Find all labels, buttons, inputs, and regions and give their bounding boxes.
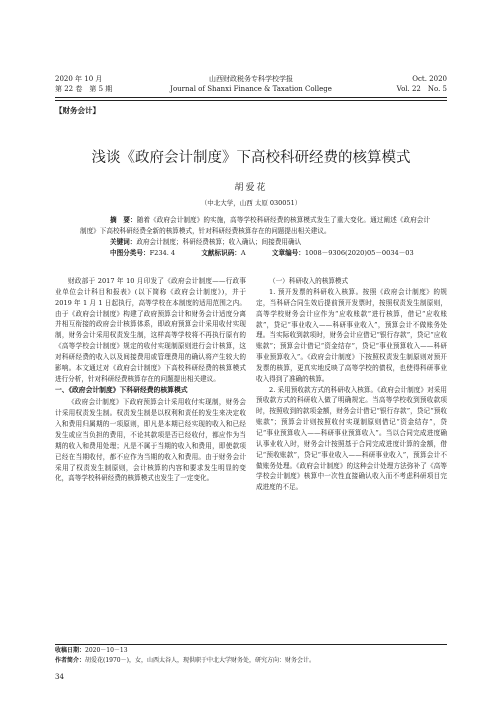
- page-title: 浅谈《政府会计制度》下高校科研经费的核算模式: [91, 150, 411, 166]
- right-paragraph-2: 2. 采用预收款方式的科研收入核算。《政府会计制度》对采用预收款方式的科研收入做了明确规定。当高等学校收到预收款项时，按照收到的款项金额，财务会计借记“银行存款”，贷记“预收账款”；预算会计则按照收付实现制原则借记“资金结存”，贷记“事业预算收入——科研事业预算收入”。当以合同完成进度确认事业收入时，财务会计按照基于合同完成进度计算的金额，借记“预收账款”，贷记“事业收入——科研事业收入”，预算会计不做账务处理。《政府会计制度》的这种会计处理方法弥补了《高等学校会计制度》核算中一次性直接确认收入而不考虑科研项目完成进度的不足。: [256, 385, 447, 492]
- abstract: [80, 215, 430, 237]
- header-volume-en: Vol. 22 No. 5: [396, 85, 447, 93]
- author-bio-value: 胡爱花(1970－)，女，山西太谷人，现供职于中北大学财务处，研究方向：财务会计。: [85, 657, 315, 664]
- keywords-label: 关键词：: [110, 238, 137, 246]
- header-rule-bottom: [55, 100, 447, 101]
- intro-paragraph: 财政部于 2017 年 10 月印发了《政府会计制度——行政事业单位会计科目和报表》(以下简称《政府会计制度》)，并于 2019 年 1 月 1 日起执行，高等学校在本制度的适用范围之内。由于《政府会计制度》构建了政府预算会计和财务会计适度分离并相互衔接的政府会计核算体系，即政府预算会计采用收付实现制，财务会计采用权责发生制，这样高等学校将不再执行原有的《高等学校会计制度》规定的收付实现制原则进行会计核算，这对科研经费的收入以及间接费用或管理费用的确认将产生较大的影响。本文通过对《政府会计制度》下高校科研经费的核算模式进行分析，针对科研经费核算存在的问题提出相关建议。: [55, 277, 246, 383]
- abstract-label: 摘 要：: [110, 216, 137, 224]
- received-label: 收稿日期：: [55, 647, 86, 654]
- doc-code-label: 文献标识码：: [201, 249, 241, 257]
- section1-heading: 一、《政府会计制度》下科研经费的核算模式: [55, 386, 188, 395]
- header-center: [150, 74, 352, 94]
- keywords: [80, 237, 430, 248]
- abstract-text: 随着《政府会计制度》的实施，高等学校科研经费的核算模式发生了重大变化。通过阐述《政府会计制度》下高校科研经费全新的核算模式，针对科研经费核算存在的问题提出相关建议。: [80, 216, 431, 235]
- header-volume: 第 22 卷 第 5 期: [55, 85, 113, 93]
- author-bio-label: 作者简介：: [55, 657, 86, 664]
- classification-line: [80, 248, 430, 259]
- footnote: [55, 646, 447, 666]
- header-right: [330, 74, 447, 94]
- article-number-value: 1008－9306(2020)05－0034－03: [304, 249, 414, 257]
- section1-paragraph: 《政府会计制度》下政府预算会计采用收付实现制，财务会计采用权责发生制。权责发生制是以权利和责任的发生来决定收入和费用归属期的一项原则，即凡是本期已经实现的收入和已经发生或应当负担的费用，不论其款项是否已经收付，都应作为当期的收入和费用处理；凡是不属于当期的收入和费用，即使款项已经在当期收付，都不应作为当期的收入和费用。由于财务会计采用了权责发生制原则，会计核算的内容和要求发生明显的变化，高等学校科研经费的核算模式也发生了一定变化。: [55, 398, 246, 483]
- page-number: 34: [55, 673, 64, 681]
- header-journal-cn: 山西财政税务专科学校学报: [209, 75, 293, 83]
- subsection1-heading: （一）科研收入的核算模式: [269, 277, 349, 285]
- footnote-rule: [55, 644, 447, 645]
- header-date: 2020 年 10 月: [55, 75, 103, 83]
- author-name: 胡爱花: [234, 183, 268, 193]
- keywords-text: 政府会计制度；科研经费核算；收入确认；间接费用确认: [136, 238, 302, 246]
- left-column: [55, 276, 246, 484]
- clc-label: 中图分类号：: [110, 249, 150, 257]
- header-rule-top: [55, 97, 447, 98]
- doc-code-value: A: [240, 249, 246, 257]
- header-date-en: Oct. 2020: [412, 75, 447, 83]
- clc-value: F234. 4: [149, 249, 176, 257]
- abstract-block: [80, 215, 430, 259]
- right-paragraph-1: 1. 预开发票的科研收入核算。按照《政府会计制度》的规定，当科研合同生效后提前预开发票时，按照权责发生制原则，高等学校财务会计应作为“应收账款”进行核算，借记“应收账款”，贷记“事业收入——科研事业收入”，预算会计不做账务处理。当实际收到款项时，财务会计应借记“银行存款”，贷记“应收账款”；预算会计借记“资金结存”，贷记“事业预算收入——科研事业预算收入”。《政府会计制度》下按照权责发生制原则对预开发票的核算，更真实地反映了高等学校的债权，也使得科研事业收入得到了准确的核算。: [256, 288, 447, 383]
- article-number-label: 文章编号：: [271, 249, 305, 257]
- column-tag: 【财务会计】: [55, 106, 100, 115]
- author-affiliation: （中北大学，山西 太原 030051）: [200, 199, 302, 207]
- received-value: 2020－10－13: [85, 647, 128, 654]
- author-bio: [55, 656, 447, 666]
- received-date: [55, 646, 447, 656]
- right-column: [256, 276, 447, 493]
- header-journal-en: Journal of Shanxi Finance & Taxation College: [170, 85, 332, 93]
